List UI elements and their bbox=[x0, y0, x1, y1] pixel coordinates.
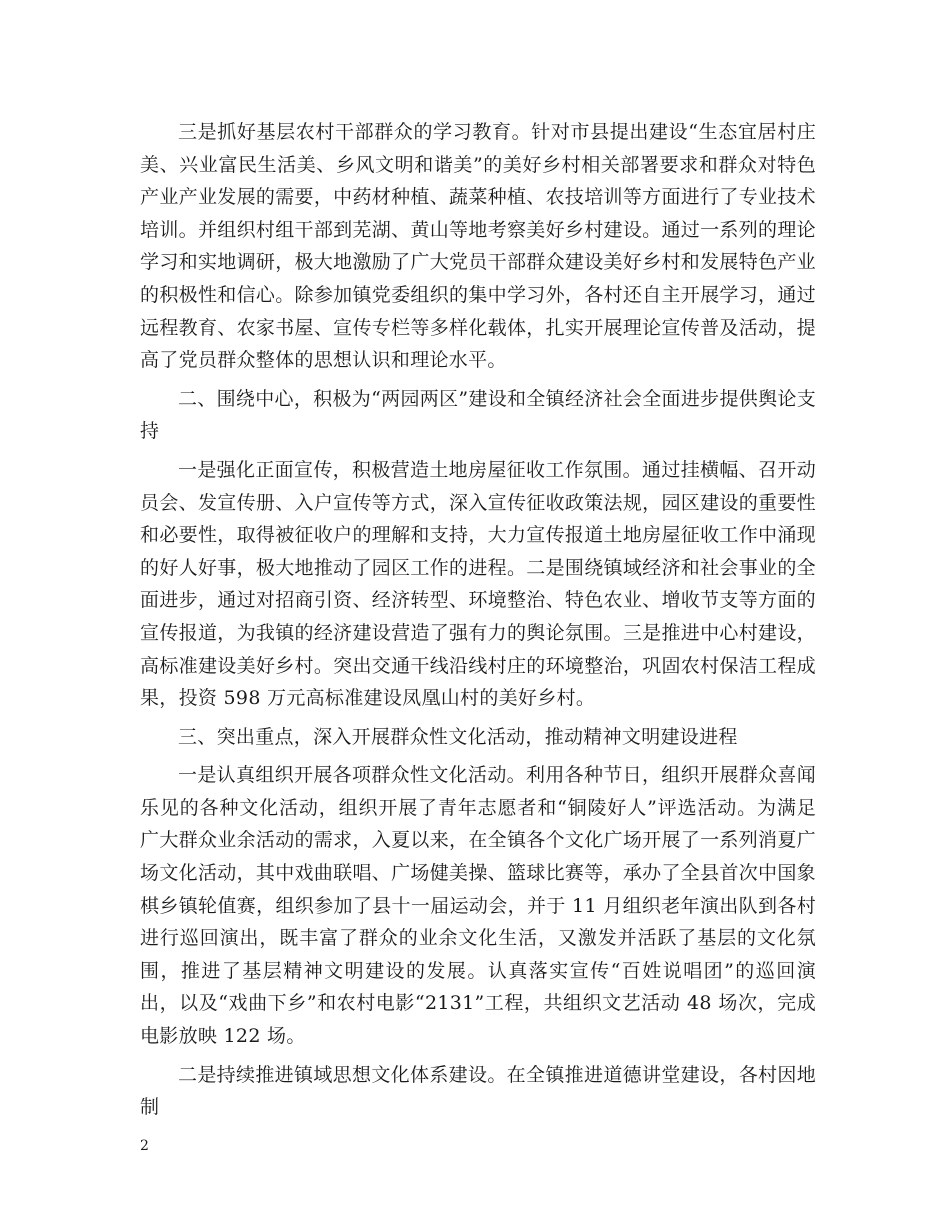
paragraph-positive-publicity: 一是强化正面宣传，积极营造土地房屋征收工作氛围。通过挂横幅、召开动员会、发宣传册、入户宣传等方式，深入宣传征收政策法规，园区建设的重要性和必要性，取得被征收户的理解和支持，大力宣传报道土地房屋征收工作中涌现的好人好事，极大地推动了园区工作的进程。二是围绕镇域经济和社会事业的全面进步，通过对招商引资、经济转型、环境整治、特色农业、增收节支等方面的宣传报道，为我镇的经济建设营造了强有力的舆论氛围。三是推进中心村建设，高标准建设美好乡村。突出交通干线沿线村庄的环境整治，巩固农村保洁工程成果，投资 598 万元高标准建设凤凰山村的美好乡村。 bbox=[140, 458, 816, 710]
paragraph-study-education: 三是抓好基层农村干部群众的学习教育。针对市县提出建设“生态宜居村庄美、兴业富民生活美、乡风文明和谐美”的美好乡村相关部署要求和群众对特色产业产业发展的需要，中药材种植、蔬菜种植、农技培训等方面进行了专业技术培训。并组织村组干部到芜湖、黄山等地考察美好乡村建设。通过一系列的理论学习和实地调研，极大地激励了广大党员干部群众建设美好乡村和发展特色产业的积极性和信心。除参加镇党委组织的集中学习外，各村还自主开展学习，通过远程教育、农家书屋、宣传专栏等多样化载体，扎实开展理论宣传普及活动，提高了党员群众整体的思想认识和理论水平。 bbox=[140, 121, 816, 372]
section-heading-three: 三、突出重点，深入开展群众性文化活动，推动精神文明建设进程 bbox=[178, 725, 738, 748]
section-heading-two: 二、围绕中心，积极为“两园两区”建设和全镇经济社会全面进步提供舆论支持 bbox=[140, 387, 816, 443]
page-number: 2 bbox=[140, 1138, 149, 1154]
document-body bbox=[140, 116, 816, 1130]
paragraph-ideology-system: 二是持续推进镇域思想文化体系建设。在全镇推进道德讲堂建设，各村因地制 bbox=[140, 1063, 816, 1119]
paragraph-cultural-activities: 一是认真组织开展各项群众性文化活动。利用各种节日，组织开展群众喜闻乐见的各种文化活动，组织开展了青年志愿者和“铜陵好人”评选活动。为满足广大群众业余活动的需求，入夏以来，在全镇各个文化广场开展了一系列消夏广场文化活动，其中戏曲联唱、广场健美操、篮球比赛等，承办了全县首次中国象棋乡镇轮值赛，组织参加了县十一届运动会，并于 11 月组织老年演出队到各村进行巡回演出，既丰富了群众的业余文化生活，又激发并活跃了基层的文化氛围，推进了基层精神文明建设的发展。认真落实宣传“百姓说唱团”的巡回演出，以及“戏曲下乡”和农村电影“2131”工程，共组织文艺活动 48 场次，完成电影放映 122 场。 bbox=[140, 764, 816, 1048]
